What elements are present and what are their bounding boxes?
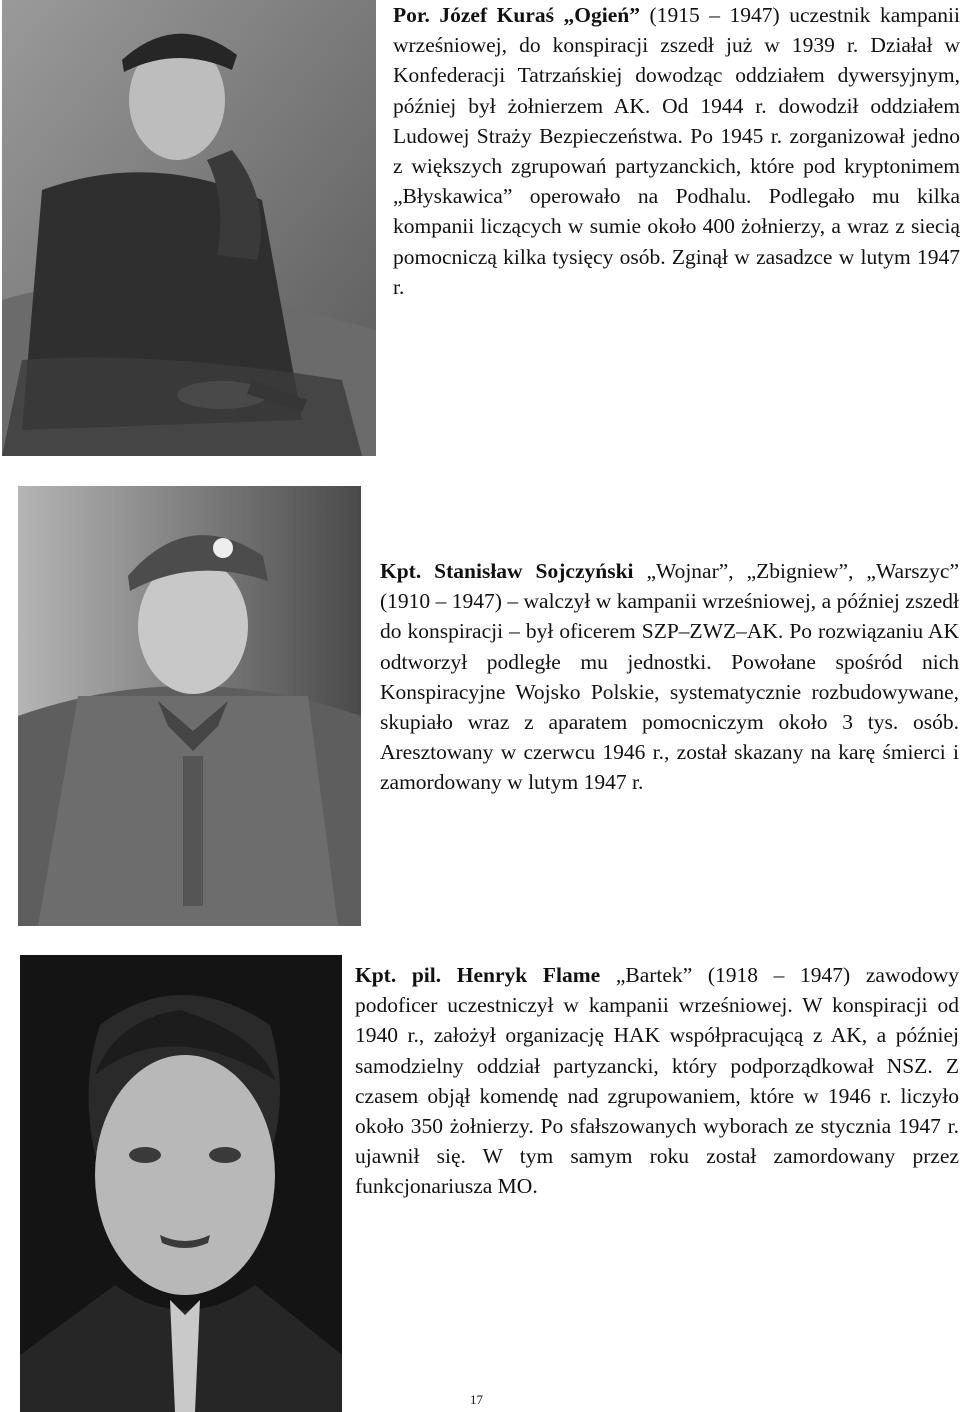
- biography-flame: [355, 960, 959, 1202]
- biography-text: „Bartek” (1918 – 1947) zawodowy podoficer uczestniczył w kampanii wrześniowej. W konspiracji od 1940 r., założył organizację HAK współpracującą z AK, a później samodzielny oddział partyzancki, który podporządkował NSZ. Z czasem objął komendę nad zgrupowaniem, które w 1946 r. liczyło około 350 żołnierzy. Po sfałszowanych wyborach ze stycznia 1947 r. ujawnił się. W tym samym roku został zamordowany przez funkcjonariusza MO.: [355, 963, 959, 1199]
- portrait-photo-sojczynski: [18, 486, 361, 926]
- person-name: Por. Józef Kuraś: [393, 3, 554, 27]
- page-number: 17: [470, 1392, 483, 1407]
- biography-text: „Wojnar”, „Zbigniew”, „Warszyc” (1910 – 1947) – walczył w kampanii wrześniowej, a później zszedł do konspiracji – był oficerem SZP–ZWZ–AK. Po rozwiązaniu AK odtworzył podległe mu jednostki. Powołane spośród nich Konspiracyjne Wojsko Polskie, systematycznie rozbudowywane, skupiało wraz z aparatem pomocniczym około 3 tys. osób. Aresztowany w czerwcu 1946 r., został skazany na karę śmierci i zamordowany w lutym 1947 r.: [380, 559, 959, 795]
- biography-text: (1915 – 1947) uczestnik kampanii wrześniowej, do konspiracji zszedł już w 1939 r. Działał w Konfederacji Tatrzańskiej dowodząc oddziałem dywersyjnym, później był żołnierzem AK. Od 1944 r. dowodził oddziałem Ludowej Straży Bezpieczeństwa. Po 1945 r. zorganizował jedno z większych zgrupowań partyzanckich, które pod kryptonimem „Błyskawica” operowało na Podhalu. Podlegało mu kilka kompanii liczących w sumie około 400 żołnierzy, a wraz z siecią pomocniczą kilka tysięcy osób. Zginął w zasadzce w lutym 1947 r.: [393, 3, 960, 299]
- person-pseudonym: „Ogień”: [563, 3, 640, 27]
- biography-sojczynski: [380, 556, 959, 798]
- person-name: Kpt. pil. Henryk Flame: [355, 963, 601, 987]
- person-name: Kpt. Stanisław Sojczyński: [380, 559, 634, 583]
- portrait-photo-kuras: [2, 0, 376, 456]
- portrait-photo-flame: [20, 955, 342, 1412]
- biography-kuras: [393, 0, 960, 302]
